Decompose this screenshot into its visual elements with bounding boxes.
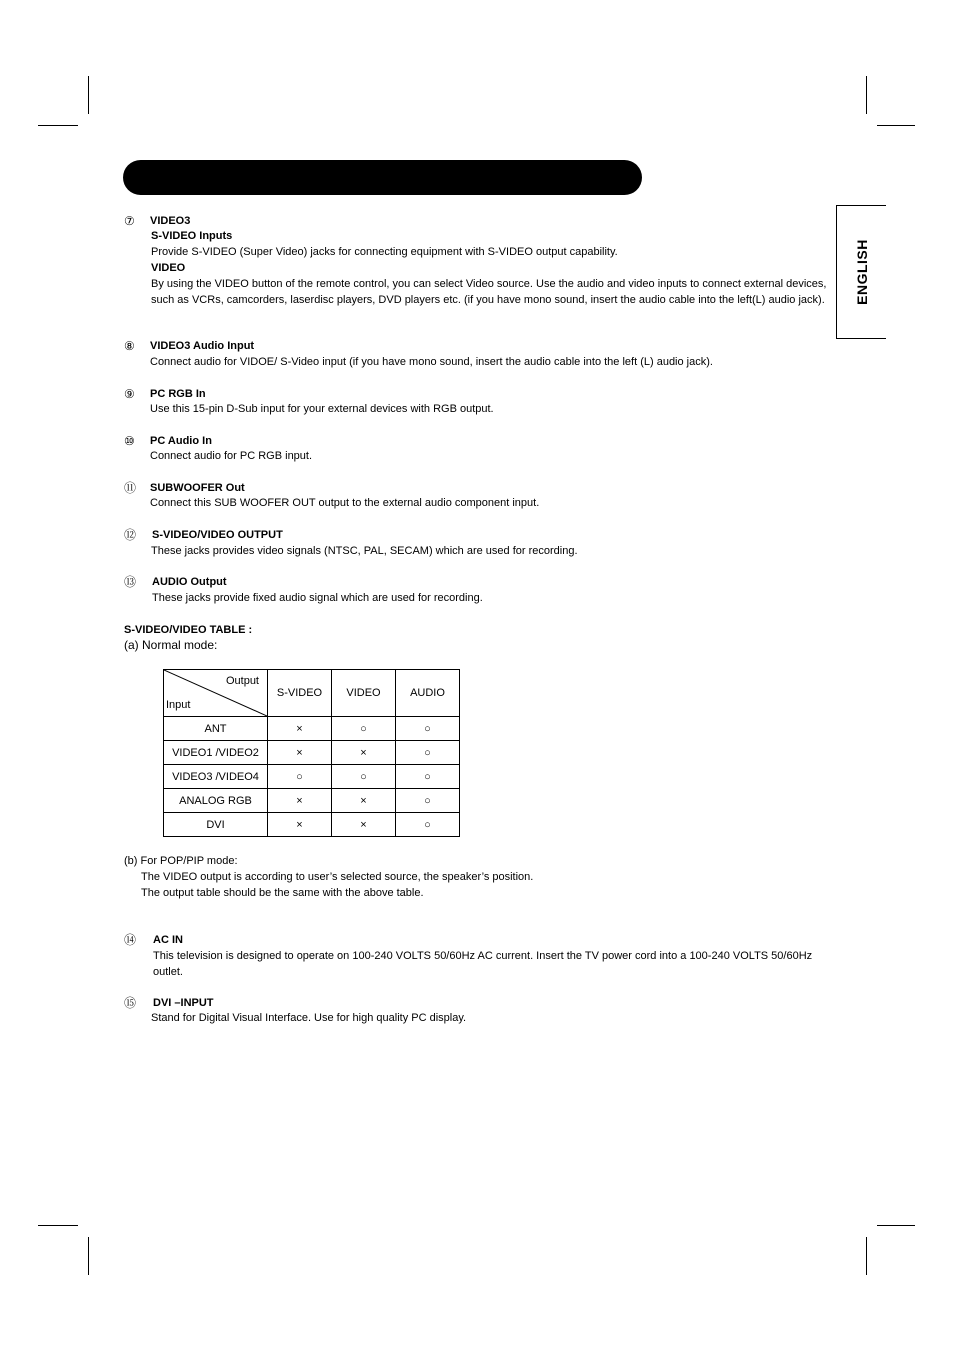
item-subtitle: S-VIDEO Inputs xyxy=(151,230,233,242)
pop-pip-mode-label: (b) For POP/PIP mode: xyxy=(124,855,238,867)
table-header-row xyxy=(164,670,460,717)
row-input-label: DVI xyxy=(164,813,268,837)
item-text: Use this 15-pin D-Sub input for your external devices with RGB output. xyxy=(150,403,494,415)
crop-mark xyxy=(877,125,915,126)
item-text: These jacks provides video signals (NTSC, PAL, SECAM) which are used for recording. xyxy=(151,545,578,557)
item-subtitle: VIDEO xyxy=(151,262,186,274)
table-cell: ○ xyxy=(396,789,460,813)
item-title: VIDEO3 Audio Input xyxy=(150,340,255,352)
item-title: VIDEO3 xyxy=(150,215,191,227)
table-cell: × xyxy=(332,813,396,837)
table-cell: ○ xyxy=(396,717,460,741)
item-text: Provide S-VIDEO (Super Video) jacks for connecting equipment with S-VIDEO output capability. xyxy=(151,246,618,258)
item-text: By using the VIDEO button of the remote control, you can select Video source. Use the audio and video inputs to connect external devices, such as VCRs, camcorders, laserdisc players, DVD players etc. (if you have mono sound, insert the audio cable into the left(L) audio jack). xyxy=(151,278,827,306)
normal-mode-label: (a) Normal mode: xyxy=(124,638,218,652)
item-number: ⑦ xyxy=(124,214,135,228)
column-header: S-VIDEO xyxy=(268,670,332,717)
row-input-label: VIDEO1 /VIDEO2 xyxy=(164,741,268,765)
crop-mark xyxy=(866,76,867,114)
table-cell: ○ xyxy=(396,765,460,789)
table-cell: ○ xyxy=(396,741,460,765)
item-number: ⑬ xyxy=(124,575,137,589)
table-section-title: S-VIDEO/VIDEO TABLE : xyxy=(124,624,253,636)
corner-output-label: Output xyxy=(225,675,259,687)
language-tab xyxy=(836,205,886,339)
item-number: ⑮ xyxy=(124,996,137,1010)
item-title: SUBWOOFER Out xyxy=(150,482,245,494)
table-row xyxy=(164,789,460,813)
crop-mark xyxy=(88,76,89,114)
item-text: Connect this SUB WOOFER OUT output to the external audio component input. xyxy=(150,497,540,509)
item-title: AUDIO Output xyxy=(152,576,227,588)
table-cell: × xyxy=(332,741,396,765)
item-text: These jacks provide fixed audio signal which are used for recording. xyxy=(152,592,483,604)
crop-mark xyxy=(866,1237,867,1275)
item-number: ⑭ xyxy=(124,933,137,947)
item-number: ⑪ xyxy=(124,481,137,495)
item-title: DVI –INPUT xyxy=(153,997,214,1009)
table-cell: × xyxy=(332,789,396,813)
item-text: This television is designed to operate on 100-240 VOLTS 50/60Hz AC current. Insert the TV power cord into a 100-240 VOLTS 50/60Hz outlet. xyxy=(153,950,813,978)
item-text: Stand for Digital Visual Interface. Use for high quality PC display. xyxy=(151,1012,467,1024)
table-cell: × xyxy=(268,741,332,765)
item-number: ⑨ xyxy=(124,387,135,401)
table-cell: ○ xyxy=(268,765,332,789)
table-row xyxy=(164,813,460,837)
item-number: ⑩ xyxy=(124,434,135,448)
table-corner-cell xyxy=(164,670,268,717)
row-input-label: ANT xyxy=(164,717,268,741)
pop-pip-note: The output table should be the same with the above table. xyxy=(141,887,424,899)
item-title: PC RGB In xyxy=(150,388,206,400)
table-cell: × xyxy=(268,789,332,813)
table-row xyxy=(164,741,460,765)
row-input-label: VIDEO3 /VIDEO4 xyxy=(164,765,268,789)
table-cell: ○ xyxy=(332,717,396,741)
item-title: S-VIDEO/VIDEO OUTPUT xyxy=(152,529,283,541)
item-title: AC IN xyxy=(153,934,183,946)
item-text: Connect audio for VIDOE/ S-Video input (if you have mono sound, insert the audio cable into the left (L) audio jack). xyxy=(150,356,713,368)
table-row xyxy=(164,717,460,741)
item-number: ⑧ xyxy=(124,339,135,353)
table-cell: × xyxy=(268,813,332,837)
crop-mark xyxy=(38,1225,78,1226)
section-header-bar xyxy=(123,160,642,195)
crop-mark xyxy=(38,125,78,126)
column-header: AUDIO xyxy=(396,670,460,717)
column-header: VIDEO xyxy=(332,670,396,717)
row-input-label: ANALOG RGB xyxy=(164,789,268,813)
table-cell: ○ xyxy=(396,813,460,837)
language-tab-label: ENGLISH xyxy=(853,239,870,305)
crop-mark xyxy=(877,1225,915,1226)
video-output-table xyxy=(163,669,460,837)
crop-mark xyxy=(88,1237,89,1275)
table-cell: × xyxy=(268,717,332,741)
table-cell: ○ xyxy=(332,765,396,789)
item-title: PC Audio In xyxy=(150,435,212,447)
pop-pip-note: The VIDEO output is according to user’s selected source, the speaker’s position. xyxy=(141,871,534,883)
corner-input-label: Input xyxy=(166,699,191,711)
item-number: ⑫ xyxy=(124,528,137,542)
table-row xyxy=(164,765,460,789)
item-text: Connect audio for PC RGB input. xyxy=(150,450,313,462)
